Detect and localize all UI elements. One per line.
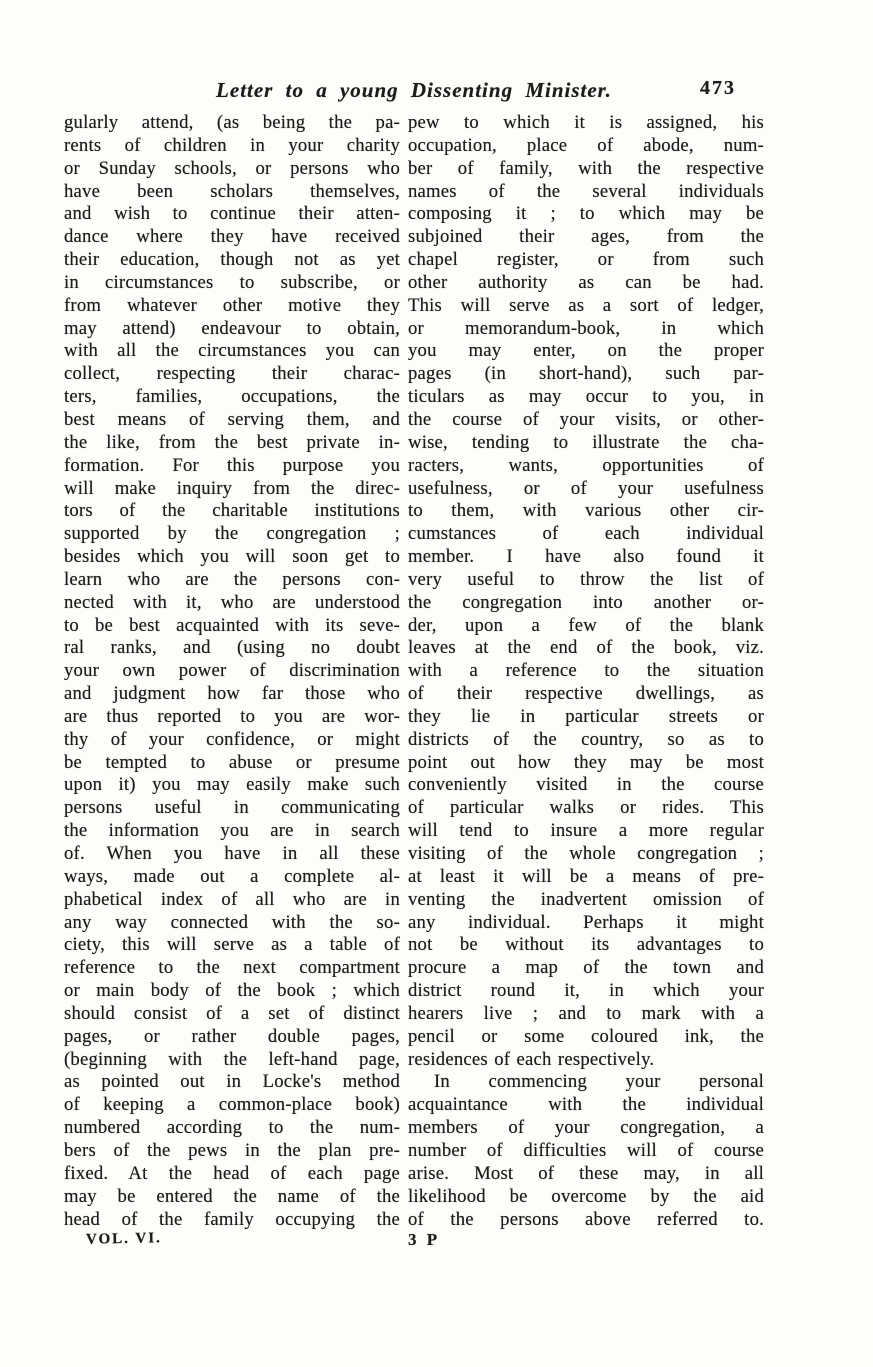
text-line: ters, families, occupations, the — [64, 386, 400, 408]
text-line: acquaintance with the individual — [408, 1094, 764, 1116]
text-line: chapel register, or from such — [408, 249, 764, 271]
text-line: member. I have also found it — [408, 546, 764, 568]
text-line: in circumstances to subscribe, or — [64, 271, 400, 293]
text-line: numbered according to the num- — [64, 1117, 400, 1139]
text-line: your own power of discrimination — [64, 660, 400, 682]
text-line: or Sunday schools, or persons who — [64, 157, 400, 179]
text-line: (beginning with the left-hand page, — [64, 1048, 400, 1070]
text-line: or main body of the book ; which — [64, 980, 400, 1002]
running-head-title: Letter to a young Dissenting Minister. — [216, 78, 612, 102]
text-line: very useful to throw the list of — [408, 568, 764, 590]
text-line: of particular walks or rides. This — [408, 797, 764, 819]
text-line: the course of your visits, or other- — [408, 408, 764, 430]
text-line: from whatever other motive they — [64, 294, 400, 316]
text-line: conveniently visited in the course — [408, 774, 764, 796]
right-column — [408, 112, 764, 1231]
text-line: of. When you have in all these — [64, 843, 400, 864]
text-line: thy of your confidence, or might — [64, 728, 400, 750]
text-line: tors of the charitable institutions — [64, 500, 400, 522]
text-line: persons useful in communicating — [64, 797, 400, 819]
text-line: number of difficulties will of course — [408, 1139, 764, 1161]
text-line: the congregation into another or- — [408, 591, 764, 613]
paragraph — [408, 1071, 764, 1231]
page-number: 473 — [700, 77, 736, 99]
text-line: dance where they have received — [64, 226, 400, 248]
text-line: arise. Most of these may, in all — [408, 1162, 764, 1184]
text-line: of keeping a common-place book) — [64, 1094, 400, 1116]
text-line: procure a map of the town and — [408, 957, 764, 979]
text-line: have been scholars themselves, — [64, 180, 400, 202]
text-line: of their respective dwellings, as — [408, 683, 764, 705]
text-line: point out how they may be most — [408, 751, 764, 773]
text-line: usefulness, or of your usefulness — [408, 477, 764, 499]
text-line: visiting of the whole congregation ; — [408, 843, 764, 864]
text-line: besides which you will soon get to — [64, 546, 400, 568]
text-line: occupation, place of abode, num- — [408, 134, 764, 156]
text-line: should consist of a set of distinct — [64, 1002, 400, 1024]
text-line: upon it) you may easily make such — [64, 774, 400, 796]
text-line: supported by the congregation ; — [64, 523, 400, 545]
paragraph — [64, 112, 400, 1231]
text-line: pew to which it is assigned, his — [408, 112, 764, 133]
text-line: not be without its advantages to — [408, 934, 764, 956]
text-line: pages, or rather double pages, — [64, 1025, 400, 1047]
text-line: other authority as can be had. — [408, 271, 764, 293]
text-line: to be best acquainted with its seve- — [64, 614, 400, 636]
text-line: will make inquiry from the direc- — [64, 477, 400, 499]
text-line: head of the family occupying the — [64, 1208, 400, 1230]
text-line: likelihood be overcome by the aid — [408, 1185, 764, 1207]
text-line: may be entered the name of the — [64, 1185, 400, 1207]
text-line: with all the circumstances you can — [64, 340, 400, 362]
text-line: formation. For this purpose you — [64, 454, 400, 476]
text-line: district round it, in which your — [408, 980, 764, 1002]
text-line: racters, wants, opportunities of — [408, 454, 764, 476]
text-line: any individual. Perhaps it might — [408, 911, 764, 933]
text-line: ber of family, with the respective — [408, 157, 764, 179]
paragraph — [408, 112, 764, 1071]
text-line: venting the inadvertent omission of — [408, 888, 764, 910]
text-line: to them, with various other cir- — [408, 500, 764, 522]
text-line: collect, respecting their charac- — [64, 363, 400, 385]
text-line: you may enter, on the proper — [408, 340, 764, 362]
text-line: their education, though not as yet — [64, 249, 400, 271]
text-line: as pointed out in Locke's method — [64, 1071, 400, 1093]
text-line: will tend to insure a more regular — [408, 820, 764, 842]
text-line: residences of each respectively. — [408, 1048, 655, 1070]
footer-signature-mark: 3 P — [408, 1230, 441, 1249]
text-line: leaves at the end of the book, viz. — [408, 637, 764, 659]
text-line: cumstances of each individual — [408, 523, 764, 545]
text-line: any way connected with the so- — [64, 911, 400, 933]
text-line: the like, from the best private in- — [64, 431, 400, 453]
text-line: ral ranks, and (using no doubt — [64, 637, 400, 659]
text-line: be tempted to abuse or presume — [64, 751, 400, 773]
text-line: phabetical index of all who are in — [64, 888, 400, 910]
text-line: names of the several individuals — [408, 180, 764, 202]
text-line: ticulars as may occur to you, in — [408, 386, 764, 408]
text-line: the information you are in search — [64, 820, 400, 842]
text-line: der, upon a few of the blank — [408, 614, 764, 636]
text-line: bers of the pews in the plan pre- — [64, 1139, 400, 1161]
text-line: subjoined their ages, from the — [408, 226, 764, 248]
text-line: of the persons above referred to. — [408, 1208, 764, 1230]
text-line: at least it will be a means of pre- — [408, 865, 764, 887]
text-line: members of your congregation, a — [408, 1117, 764, 1139]
text-line: pencil or some coloured ink, the — [408, 1025, 764, 1047]
text-line: rents of children in your charity — [64, 134, 400, 156]
left-column — [64, 112, 400, 1231]
text-line: pages (in short-hand), such par- — [408, 363, 764, 385]
text-line: and judgment how far those who — [64, 683, 400, 705]
text-line: fixed. At the head of each page — [64, 1162, 400, 1184]
text-line: wise, tending to illustrate the cha- — [408, 431, 764, 453]
text-line: and wish to continue their atten- — [64, 203, 400, 225]
text-line: are thus reported to you are wor- — [64, 705, 400, 727]
text-line: In commencing your personal — [434, 1071, 764, 1093]
text-line: or memorandum-book, in which — [408, 317, 764, 339]
footer-volume-label: VOL. VI. — [85, 1230, 163, 1248]
text-line: best means of serving them, and — [64, 408, 400, 430]
text-line: they lie in particular streets or — [408, 705, 764, 727]
text-line: This will serve as a sort of ledger, — [408, 294, 764, 316]
text-columns — [64, 112, 764, 1231]
text-line: hearers live ; and to mark with a — [408, 1002, 764, 1024]
text-line: gularly attend, (as being the pa- — [64, 112, 400, 133]
text-line: districts of the country, so as to — [408, 728, 764, 750]
text-line: ways, made out a complete al- — [64, 865, 400, 887]
text-line: composing it ; to which may be — [408, 203, 764, 225]
text-line: reference to the next compartment — [64, 957, 400, 979]
text-line: ciety, this will serve as a table of — [64, 934, 400, 956]
text-line: learn who are the persons con- — [64, 568, 400, 590]
text-line: nected with it, who are understood — [64, 591, 400, 613]
text-line: with a reference to the situation — [408, 660, 764, 682]
text-line: may attend) endeavour to obtain, — [64, 317, 400, 339]
